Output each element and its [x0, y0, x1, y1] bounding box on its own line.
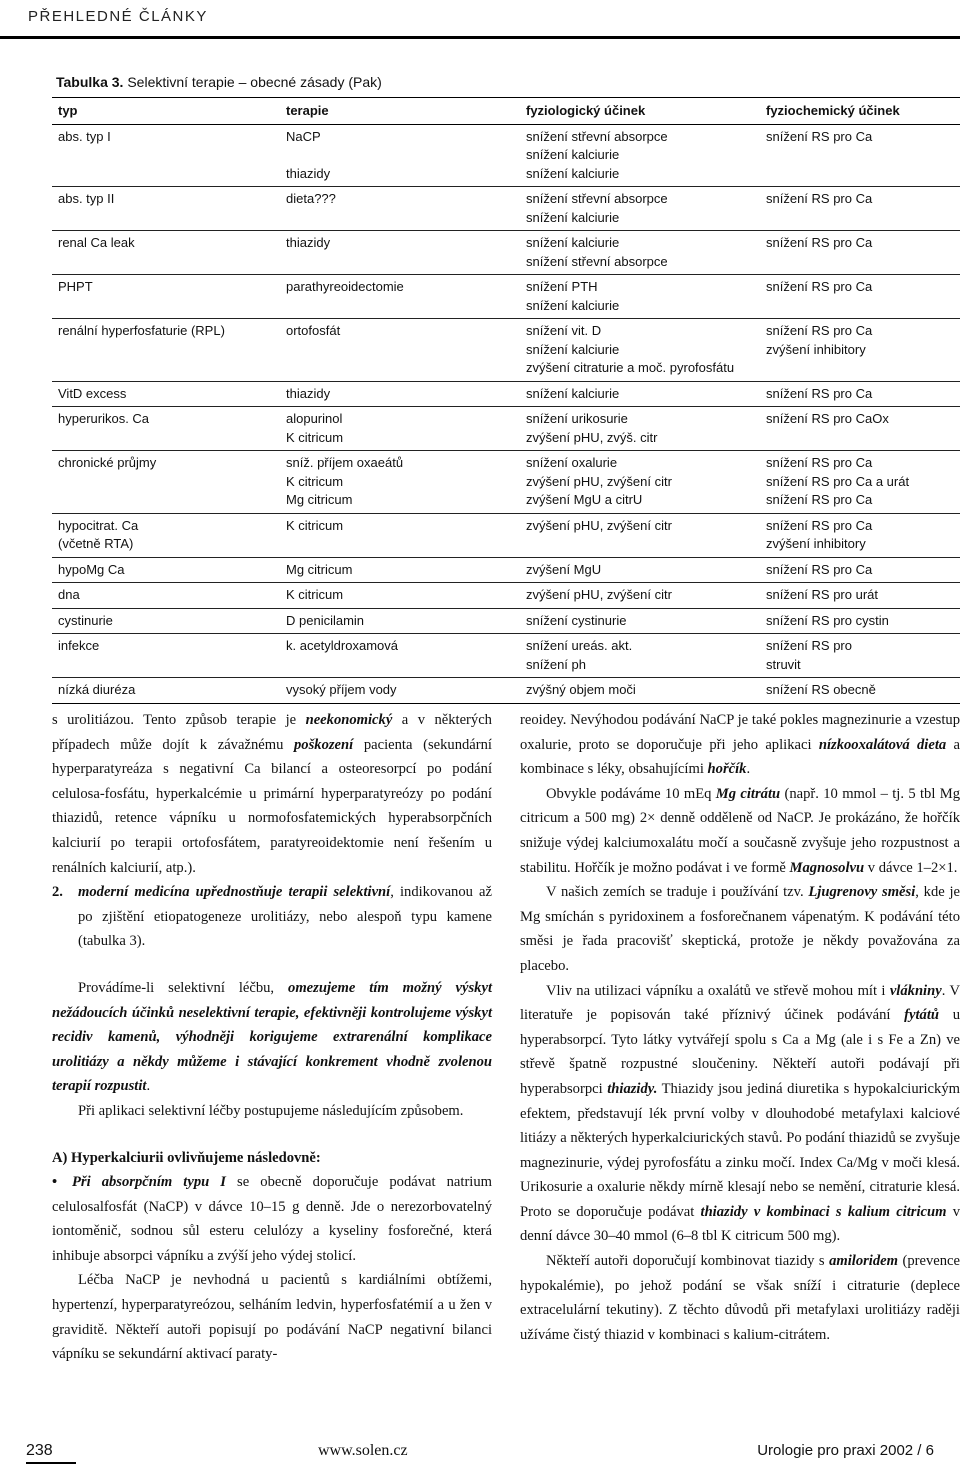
table-cell-c4 — [760, 513, 960, 557]
cell-line: snížení kalciurie — [526, 341, 620, 357]
cell-line: zvýšný objem moči — [526, 682, 636, 697]
table-cell-c1 — [52, 557, 280, 583]
cell-line: snížení RS pro urát — [766, 587, 878, 602]
table-cell-c2 — [280, 231, 520, 275]
table-row — [52, 513, 960, 557]
table-row — [52, 381, 960, 407]
table-cell-c2 — [280, 319, 520, 382]
header-rule — [0, 36, 960, 39]
table-cell-c3 — [520, 231, 760, 275]
table-cell-c1 — [52, 319, 280, 382]
column-header-fyziochemicky: fyziochemický účinek — [760, 98, 960, 125]
cell-line: zvýšení pHU, zvýšení citr — [526, 473, 672, 489]
journal-citation: Urologie pro praxi 2002 / 6 — [757, 1442, 934, 1459]
cell-line: infekce — [58, 638, 100, 653]
table-cell-c3 — [520, 381, 760, 407]
table-cell-c2 — [280, 557, 520, 583]
cell-line: snížení RS pro Ca — [766, 517, 873, 533]
table-cell-c4 — [760, 634, 960, 678]
table-cell-c4 — [760, 451, 960, 514]
cell-line: zvýšení inhibitory — [766, 341, 866, 357]
column-header-fyziologicky: fyziologický účinek — [520, 98, 760, 125]
cell-line — [58, 165, 276, 184]
cell-line: K citricum — [286, 429, 344, 445]
cell-line: thiazidy — [286, 235, 331, 250]
cell-line: dna — [58, 587, 80, 602]
table-cell-c4 — [760, 319, 960, 382]
cell-line: snížení RS pro — [766, 638, 852, 653]
cell-line: snížení RS pro Ca — [766, 279, 873, 294]
table-cell-c2 — [280, 381, 520, 407]
page-number: 238 — [26, 1442, 53, 1459]
left-paragraph-2: Provádíme-li selektivní léčbu, omezujeme tím možný výskyt nežádoucích účinků neselektivní terapie, efektivněji kontrolujeme výskyt recidiv kamenů, výhodněji korigujeme extrarenální komplikace urolitiázy a někdy můžeme i stávající konkrement vhodně zvolenou terapií rozpustit. — [52, 979, 492, 1095]
cell-line: snížení kalciurie — [526, 385, 620, 401]
cell-line: K citricum — [286, 517, 344, 533]
cell-line: snížení RS obecně — [766, 682, 876, 697]
cell-line: zvýšení pHU, zvýšení citr — [526, 517, 672, 533]
bullet-icon: • — [52, 1174, 58, 1191]
cell-line: thiazidy — [286, 165, 331, 181]
cell-line: snížení RS pro Ca — [766, 323, 873, 338]
table-cell-c4 — [760, 678, 960, 704]
numbered-item-2: 2. moderní medicína upřednostňuje terapii selektivní, indikovanou až po zjištění etiopatogeneze urolitiázy, nebo alespoň typu kamene (tabulka 3). — [52, 880, 492, 954]
publisher-url: www.solen.cz — [318, 1442, 408, 1459]
cell-line: parathyreoidectomie — [286, 279, 404, 294]
page-footer — [0, 1420, 960, 1469]
cell-line: snížení RS pro Ca a urát — [766, 473, 910, 489]
table-cell-c2 — [280, 451, 520, 514]
cell-line: abs. typ II — [58, 191, 115, 206]
cell-line: hypoMg Ca — [58, 561, 125, 577]
table-cell-c3 — [520, 187, 760, 231]
table-caption-label: Tabulka 3. — [56, 74, 124, 90]
table-cell-c1 — [52, 678, 280, 704]
right-paragraph-2: Obvykle podáváme 10 mEq Mg citrátu (např. 10 mmol – tj. 5 tbl Mg citricum a 500 mg) 2× denně odděleně od NaCP. Je prokázáno, že hořčík snižuje výdej kalciumoxalátu močí a současně zvyšuje jeho rozpustnost a stabilitu. Hořčík je možno podávat i ve formě Magnosolvu v dávce 1–2×1. — [520, 785, 960, 876]
cell-line: snížení ph — [526, 656, 586, 672]
cell-line — [58, 146, 276, 165]
table-caption-text: Selektivní terapie – obecné zásady (Pak) — [127, 74, 382, 90]
cell-line: hyperurikos. Ca — [58, 411, 150, 426]
cell-line: k. acetyldroxamová — [286, 638, 398, 653]
table-cell-c1 — [52, 231, 280, 275]
cell-line: snížení střevní absorpce — [526, 128, 668, 144]
table-cell-c3 — [520, 407, 760, 451]
table-row — [52, 187, 960, 231]
cell-line: Mg citricum — [286, 561, 353, 577]
table-cell-c3 — [520, 124, 760, 187]
cell-line: renální hyperfosfaturie (RPL) — [58, 323, 225, 338]
cell-line: snížení střevní absorpce — [526, 191, 668, 206]
cell-line: snížení cystinurie — [526, 612, 627, 628]
cell-line: snížení kalciurie — [526, 165, 620, 181]
cell-line: snížení PTH — [526, 279, 598, 294]
table-row — [52, 634, 960, 678]
table-cell-c4 — [760, 608, 960, 634]
table-row — [52, 275, 960, 319]
cell-line: hypocitrat. Ca — [58, 517, 139, 533]
table-cell-c4 — [760, 124, 960, 187]
cell-line: D penicilamin — [286, 612, 365, 628]
table-row — [52, 231, 960, 275]
cell-line: snížení RS pro Ca — [766, 191, 873, 206]
table-row — [52, 678, 960, 704]
table-cell-c2 — [280, 407, 520, 451]
table-cell-c1 — [52, 275, 280, 319]
cell-line: chronické průjmy — [58, 455, 157, 470]
cell-line: zvýšení inhibitory — [766, 536, 866, 551]
table-cell-c2 — [280, 275, 520, 319]
cell-line: dieta??? — [286, 191, 336, 206]
cell-line: snížení ureás. akt. — [526, 638, 633, 653]
table-row — [52, 124, 960, 187]
item-number: 2. — [52, 884, 63, 901]
table-cell-c3 — [520, 608, 760, 634]
cell-line: nízká diuréza — [58, 682, 136, 697]
cell-line: zvýšení MgU a citrU — [526, 492, 643, 507]
table-cell-c4 — [760, 275, 960, 319]
cell-line: snížení kalciurie — [526, 297, 620, 313]
table-caption — [56, 74, 382, 90]
table-cell-c4 — [760, 231, 960, 275]
section-header: PŘEHLEDNÉ ČLÁNKY — [28, 8, 208, 25]
table-cell-c3 — [520, 513, 760, 557]
table-cell-c1 — [52, 634, 280, 678]
right-paragraph-1: reoidey. Nevýhodou podávání NaCP je také pokles magnezinurie a vzestup oxalurie, proto se doporučuje při jeho aplikaci nízkooxalátová dieta a kombinace s léky, obsahujícími hořčík. — [520, 712, 960, 778]
table-cell-c2 — [280, 678, 520, 704]
table-cell-c1 — [52, 451, 280, 514]
table-cell-c3 — [520, 275, 760, 319]
cell-line: zvýšení citraturie a moč. pyrofosfátu — [526, 360, 735, 375]
table-cell-c1 — [52, 407, 280, 451]
column-header-terapie: terapie — [280, 98, 520, 125]
cell-line — [286, 146, 516, 165]
cell-line: NaCP — [286, 128, 321, 144]
left-text-column — [52, 708, 492, 1367]
table-cell-c1 — [52, 124, 280, 187]
table-row — [52, 407, 960, 451]
table-cell-c3 — [520, 319, 760, 382]
table-row — [52, 451, 960, 514]
table-cell-c4 — [760, 583, 960, 609]
cell-line: Mg citricum — [286, 492, 353, 507]
left-paragraph-5: Léčba NaCP je nevhodná u pacientů s kardiálními obtížemi, hypertenzí, hyperparatyreózou, selháním ledvin, hyperfosfatémií a u žen v graviditě. Někteří autoři popisují po podávání NaCP negativní bilanci vápníku se sekundární aktivací paraty- — [52, 1272, 492, 1363]
cell-line: snížení RS pro Ca — [766, 561, 873, 577]
left-paragraph-3: Při aplikaci selektivní léčby postupujeme následujícím způsobem. — [78, 1102, 464, 1119]
table-cell-c2 — [280, 583, 520, 609]
column-header-typ: typ — [52, 98, 280, 125]
cell-line: snížení kalciurie — [526, 209, 620, 225]
cell-line: snížení RS pro Ca — [766, 235, 873, 250]
cell-line: snížení RS pro cystin — [766, 612, 889, 628]
cell-line: (včetně RTA) — [58, 536, 134, 551]
cell-line: snížení oxalurie — [526, 455, 618, 470]
right-paragraph-4: Vliv na utilizaci vápníku a oxalátů ve střevě mohou mít i vlákniny. V literatuře je popisován také příznivý účinek podávání fytátů u hyperabsorpcí. Tyto látky vytvářejí spolu s Ca a Mg (ale i s Fe a Zn) ve střevě špatně rozpustné sloučeniny. Někteří autoři podávají při hyperabsorpci thiazidy. Thiazidy jsou jediná diuretika s hypokalciurickým efektem, představují lék první volby v dlouhodobé metafylaxi kalciové litiázy a některých hyperkalciurických stavů. Po podání thiazidů se zvyšuje magnezinurie, výdej pyrofosfátu a zinku močí. Index Ca/Mg v moči klesá. Urikosurie a oxalurie někdy mírně klesají nebo se nemění, citraturie klesá. Proto se doporučuje podávat thiazidy v kombinaci s kalium citricum v denní dávce 30–40 mmol (6–8 tbl K citricum 500 mg). — [520, 982, 960, 1245]
table-cell-c3 — [520, 557, 760, 583]
table-cell-c2 — [280, 513, 520, 557]
table-cell-c1 — [52, 583, 280, 609]
table-row — [52, 583, 960, 609]
right-text-column — [520, 708, 960, 1347]
table-row — [52, 557, 960, 583]
table-cell-c1 — [52, 381, 280, 407]
table-cell-c1 — [52, 513, 280, 557]
table-header-row — [52, 98, 960, 125]
cell-line: zvýšení pHU, zvýš. citr — [526, 429, 658, 445]
cell-line: PHPT — [58, 279, 93, 294]
table-cell-c4 — [760, 187, 960, 231]
table-cell-c3 — [520, 678, 760, 704]
section-heading-a: A) Hyperkalciurii ovlivňujeme následovně: — [52, 1149, 321, 1166]
table-cell-c1 — [52, 187, 280, 231]
cell-line: snížení vit. D — [526, 323, 602, 338]
cell-line: renal Ca leak — [58, 235, 135, 250]
selective-therapy-table — [52, 97, 960, 704]
cell-line: snížení urikosurie — [526, 411, 628, 426]
cell-line: snížení kalciurie — [526, 235, 620, 250]
cell-line: snížení RS pro Ca — [766, 385, 873, 401]
cell-line: ortofosfát — [286, 323, 341, 338]
right-paragraph-5: Někteří autoři doporučují kombinovat tiazidy s amiloridem (prevence hypokalémie), po jehož podání se však sníží i citraturie (deplece extracelulární tekutiny). Z těchto důvodů při metafylaxi urolitiázy raději užíváme čistý thiazid v kombinaci s kalium-citrátem. — [520, 1253, 960, 1343]
cell-line: vysoký příjem vody — [286, 682, 397, 697]
cell-line: VitD excess — [58, 385, 127, 401]
cell-line: zvýšení pHU, zvýšení citr — [526, 587, 672, 602]
table-cell-c4 — [760, 407, 960, 451]
cell-line: K citricum — [286, 587, 344, 602]
table-cell-c2 — [280, 608, 520, 634]
table-cell-c3 — [520, 451, 760, 514]
table-row — [52, 319, 960, 382]
cell-line: snížení střevní absorpce — [526, 253, 668, 269]
cell-line: snížení RS pro Ca — [766, 492, 873, 507]
cell-line: abs. typ I — [58, 128, 111, 144]
table-cell-c2 — [280, 124, 520, 187]
cell-line: zvýšení MgU — [526, 561, 602, 577]
bullet-paragraph: • Při absorpčním typu I se obecně doporučuje podávat natrium celulosalfosfát (NaCP) v dávce 10–15 g denně. Jde o nerezorbovatelný iontoměnič, sodnou sůl esteru celulózy a kyseliny fosforečné, která inhibuje absorpci vápníku a zvýší jeho výdej stolicí. — [52, 1170, 492, 1268]
left-paragraph-1: s urolitiázou. Tento způsob terapie je neekonomický a v některých případech může dojít k závažnému poškození pacienta (sekundární hyperparatyreáza s negativní Ca bilancí a osteoresorpcí po podání celulosa-fosfátu, hyperkalcémie u primární hyperparatyreózy po podání thiazidů, retence vápníku u normofosfatemických hyperabsorpčních kalciurií po terapii ortofosfátem, paratyreoidektomie není řešením u renálních kalciurií, atp.). — [52, 712, 492, 876]
right-paragraph-3: V našich zemích se traduje i používání tzv. Ljugrenovy směsi, kde je Mg smíchán s pyridoxinem a fosforečnanem vápenatým. K podávání této směsi je řada pracovišť skeptická, protože je někdy považována za placebo. — [520, 884, 960, 974]
table-cell-c1 — [52, 608, 280, 634]
table-cell-c3 — [520, 583, 760, 609]
cell-line: sníž. příjem oxaeátů — [286, 455, 404, 470]
cell-line: snížení RS pro Ca — [766, 455, 873, 470]
page-number-rule — [26, 1462, 76, 1464]
table-body — [52, 124, 960, 703]
table-cell-c3 — [520, 634, 760, 678]
table-cell-c2 — [280, 634, 520, 678]
cell-line: alopurinol — [286, 411, 343, 426]
cell-line: struvit — [766, 656, 801, 672]
table-cell-c2 — [280, 187, 520, 231]
cell-line: snížení RS pro Ca — [766, 128, 873, 144]
table-cell-c4 — [760, 381, 960, 407]
cell-line: thiazidy — [286, 385, 331, 401]
table-row — [52, 608, 960, 634]
cell-line: cystinurie — [58, 612, 113, 628]
cell-line: snížení RS pro CaOx — [766, 411, 889, 426]
table-cell-c4 — [760, 557, 960, 583]
cell-line: K citricum — [286, 473, 344, 489]
cell-line: snížení kalciurie — [526, 147, 620, 162]
